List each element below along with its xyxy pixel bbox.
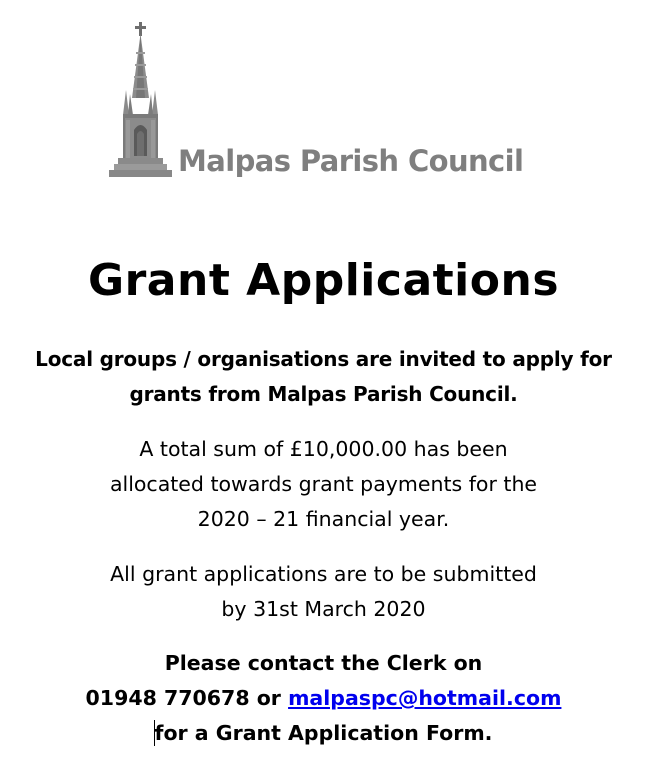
invite-paragraph: [0, 342, 647, 412]
header: [106, 20, 556, 185]
total-line-1: A total sum of £10,000.00 has been: [139, 437, 508, 461]
deadline-line-1: All grant applications are to be submitted: [110, 562, 537, 586]
invite-line-2: grants from Malpas Parish Council.: [129, 382, 518, 406]
invite-line-1: Local groups / organisations are invited to apply for: [35, 347, 612, 371]
total-line-2: allocated towards grant payments for the: [109, 472, 538, 496]
contact-line-3-first: f: [154, 721, 164, 745]
contact-line-3-rest: or a Grant Application Form.: [163, 721, 493, 745]
contact-line-2: [0, 681, 647, 716]
contact-line-1: Please contact the Clerk on: [164, 651, 483, 675]
page-title: Grant Applications: [87, 255, 560, 306]
phone-number: 01948 770678 or: [85, 686, 289, 710]
total-sum-paragraph: [0, 432, 647, 537]
deadline-line-2: by 31st March 2020: [221, 597, 426, 621]
deadline-paragraph: [0, 557, 647, 627]
total-line-3: 2020 – 21 financial year.: [197, 507, 450, 531]
church-spire-icon: [106, 20, 176, 180]
email-link[interactable]: malpaspc@hotmail.com: [288, 686, 562, 710]
contact-line-3: [0, 716, 647, 751]
contact-paragraph: [0, 646, 647, 751]
council-name: Malpas Parish Council: [178, 144, 524, 178]
